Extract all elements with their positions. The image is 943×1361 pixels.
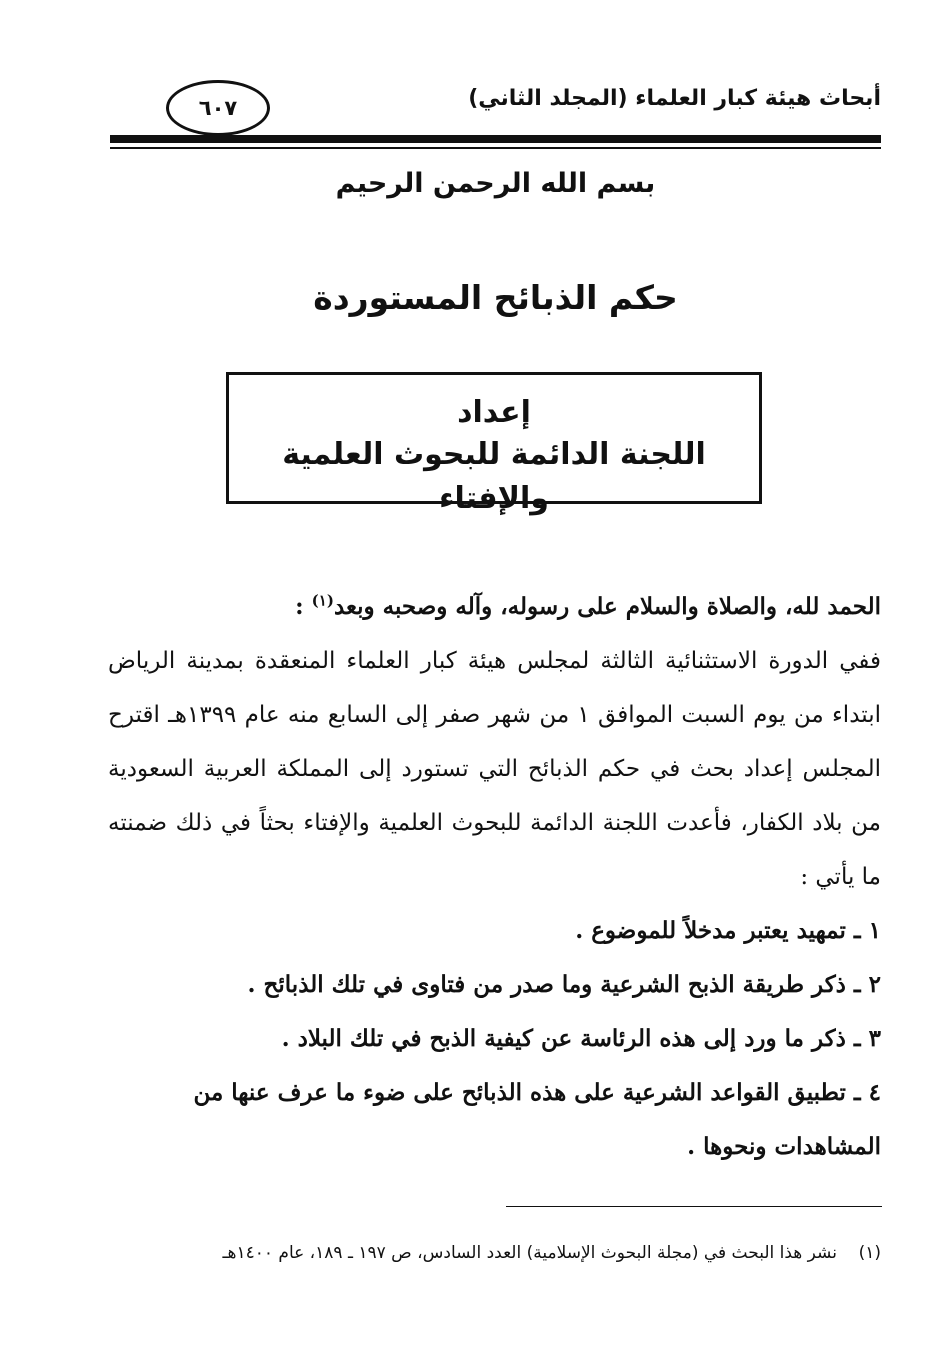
opening-line [108, 580, 881, 634]
page-number [166, 80, 270, 136]
footnote-text: نشر هذا البحث في (مجلة البحوث الإسلامية) العدد السادس، ص ١٩٧ ـ ١٨٩، عام ١٤٠٠هـ [222, 1243, 837, 1263]
opening-text: الحمد لله، والصلاة والسلام على رسوله، وآله وصحبه وبعد [333, 593, 881, 620]
list-item: ٢ ـ ذكر طريقة الذبح الشرعية وما صدر من فتاوى في تلك الذبائح . [247, 971, 881, 998]
prepared-by-label: إعداد [457, 395, 531, 430]
intro-paragraph: ففي الدورة الاستثنائية الثالثة لمجلس هيئة كبار العلماء المنعقدة بمدينة الرياض ابتداء من يوم السبت الموافق ١ من شهر صفر إلى السابع منه عام ١٣٩٩هـ اقترح المجلس إعداد بحث في حكم الذبائح التي تستورد إلى المملكة العربية السعودية من بلاد الكفار، فأعدت اللجنة الدائمة للبحوث العلمية والإفتاء بحثاً في ذلك ضمنته ما يأتي : [108, 648, 882, 890]
body-text [108, 580, 881, 1174]
opening-colon: : [295, 593, 304, 620]
prepared-by-box [226, 372, 762, 516]
running-title: أبحاث هيئة كبار العلماء (المجلد الثاني) [468, 86, 881, 111]
list-item: ٤ ـ تطبيق القواعد الشرعية على هذه الذبائح على ضوء ما عرف عنها من المشاهدات ونحوها . [193, 1079, 881, 1160]
list-item: ٣ ـ ذكر ما ورد إلى هذه الرئاسة عن كيفية الذبح في تلك البلاد . [281, 1025, 881, 1052]
list-item: ١ ـ تمهيد يعتبر مدخلاً للموضوع . [575, 917, 881, 944]
header-rule-thin [110, 147, 881, 149]
footnote-marker: (١) [858, 1243, 881, 1263]
footnote [108, 1240, 881, 1266]
footnote-reference: (١) [311, 591, 334, 610]
committee-name: اللجنة الدائمة للبحوث العلمية والإفتاء [282, 437, 706, 516]
document-title: حكم الذبائح المستوردة [313, 278, 678, 317]
page-number-text: ٦٠٧ [198, 96, 238, 120]
header-rule-thick [110, 135, 881, 143]
basmala: بسم الله الرحمن الرحيم [335, 168, 656, 199]
footnote-separator [506, 1206, 882, 1207]
